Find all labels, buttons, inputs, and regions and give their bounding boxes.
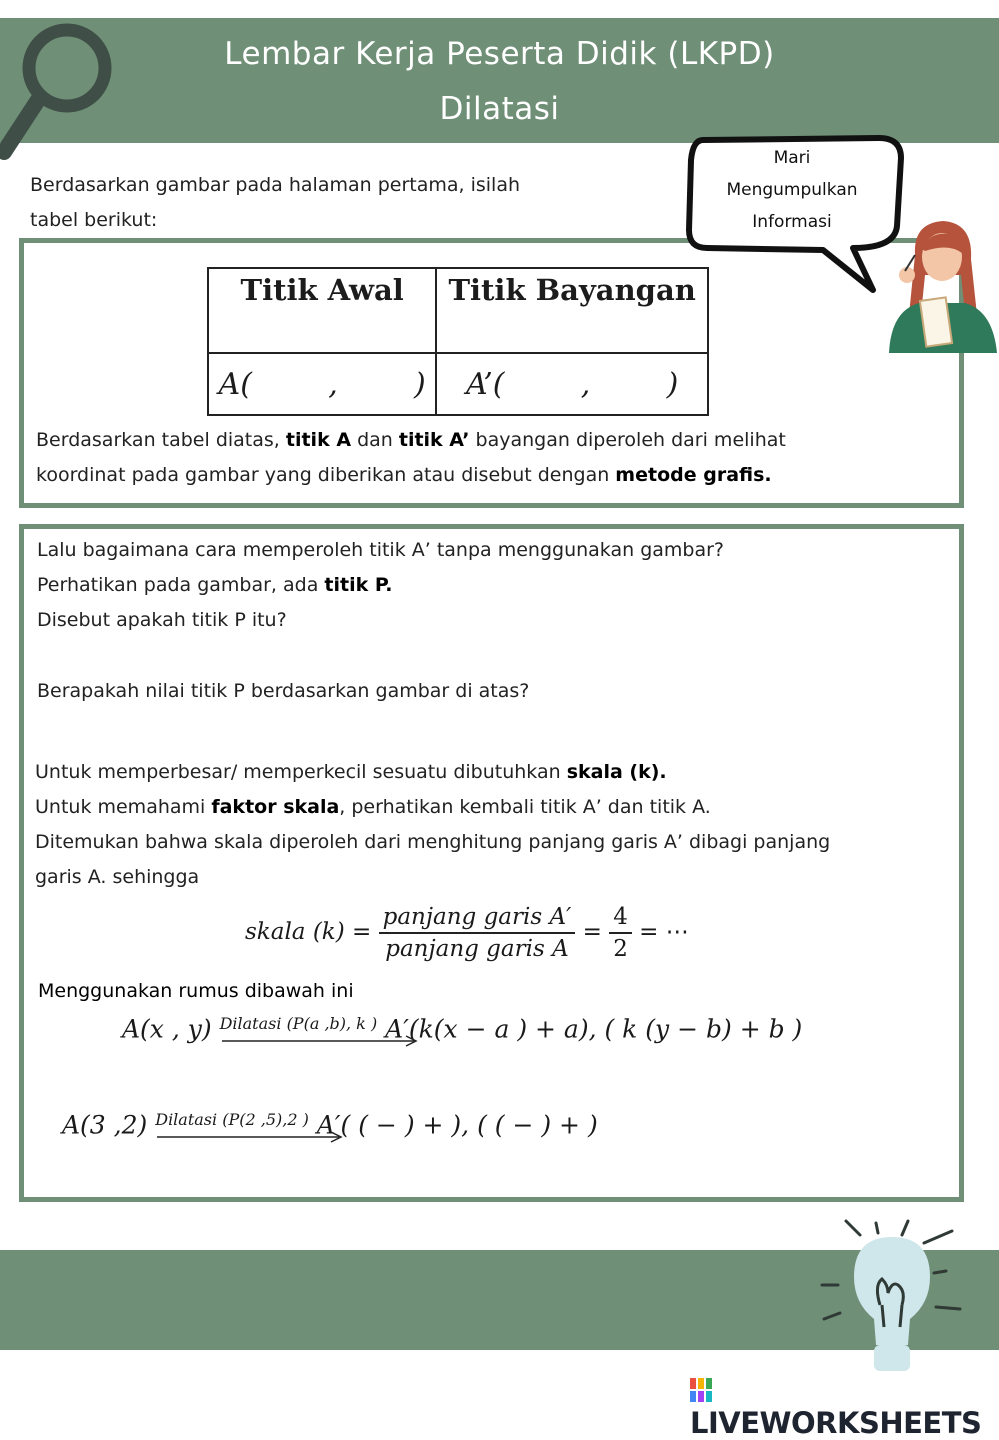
- coordinate-table: [207, 267, 709, 416]
- lightbulb-icon: [812, 1215, 972, 1385]
- brand-logo-icon: [690, 1378, 712, 1402]
- speech-bubble-text: Mari Mengumpulkan Informasi: [726, 148, 858, 232]
- right-arrow-icon: [220, 1034, 420, 1048]
- table-header-image-point: Titik Bayangan: [436, 268, 708, 353]
- questions-block: [37, 533, 724, 638]
- scale-formula: skala (k) = $\frac{\text{panjang garis A′}}{\text{panjang garis A}}$ = $\frac{4}{2}$ = ⋯: [245, 904, 689, 962]
- question-3: Disebut apakah titik P itu?: [37, 609, 287, 631]
- formula-intro: Menggunakan rumus dibawah ini: [38, 980, 354, 1002]
- question-1: Lalu bagaimana cara memperoleh titik A’ tanpa menggunakan gambar?: [37, 539, 725, 561]
- page-title: Lembar Kerja Peserta Didik (LKPD): [224, 36, 775, 72]
- intro-text: Berdasarkan gambar pada halaman pertama, isilah tabel berikut:: [30, 174, 521, 231]
- question-2: Perhatikan pada gambar, ada titik P.: [37, 574, 393, 596]
- general-dilation-formula: A(x , y) Dilatasi (P(a ,b), k ) A′(k(x − a ) + a), ( k (y − b) + b ): [122, 1014, 802, 1048]
- brand-logo: LIVEWORKSHEETS: [690, 1372, 999, 1440]
- example-answer-blanks[interactable]: A′( ( − ) + ), ( ( − ) + ): [316, 1110, 598, 1140]
- question-4: Berapakah nilai titik P berdasarkan gambar di atas?: [37, 680, 530, 702]
- cell-image-point[interactable]: A’( , ): [436, 353, 708, 415]
- cell-initial-point[interactable]: A( , ): [208, 353, 436, 415]
- student-girl-illustration: [885, 215, 999, 355]
- scale-explanation: Untuk memperbesar/ memperkecil sesuatu dibutuhkan skala (k). Untuk memahami faktor skala, perhatikan kembali titik A’ dan titik A. Ditemukan bahwa skala diperoleh dari menghitung panjang garis A’ dibagi panjang garis A. sehingga: [35, 761, 831, 888]
- table-explanation: Berdasarkan tabel diatas, titik A dan titik A’ bayangan diperoleh dari melihat koordinat pada gambar yang diberikan atau disebut dengan metode grafis.: [36, 429, 786, 486]
- right-arrow-icon: [155, 1130, 345, 1144]
- example-dilation-formula: A(3 ,2) Dilatasi (P(2 ,5),2 ) A′( ( − ) + ), ( ( − ) + ): [62, 1110, 598, 1144]
- table-header-initial-point: Titik Awal: [208, 268, 436, 353]
- page-subtitle: Dilatasi: [439, 91, 560, 127]
